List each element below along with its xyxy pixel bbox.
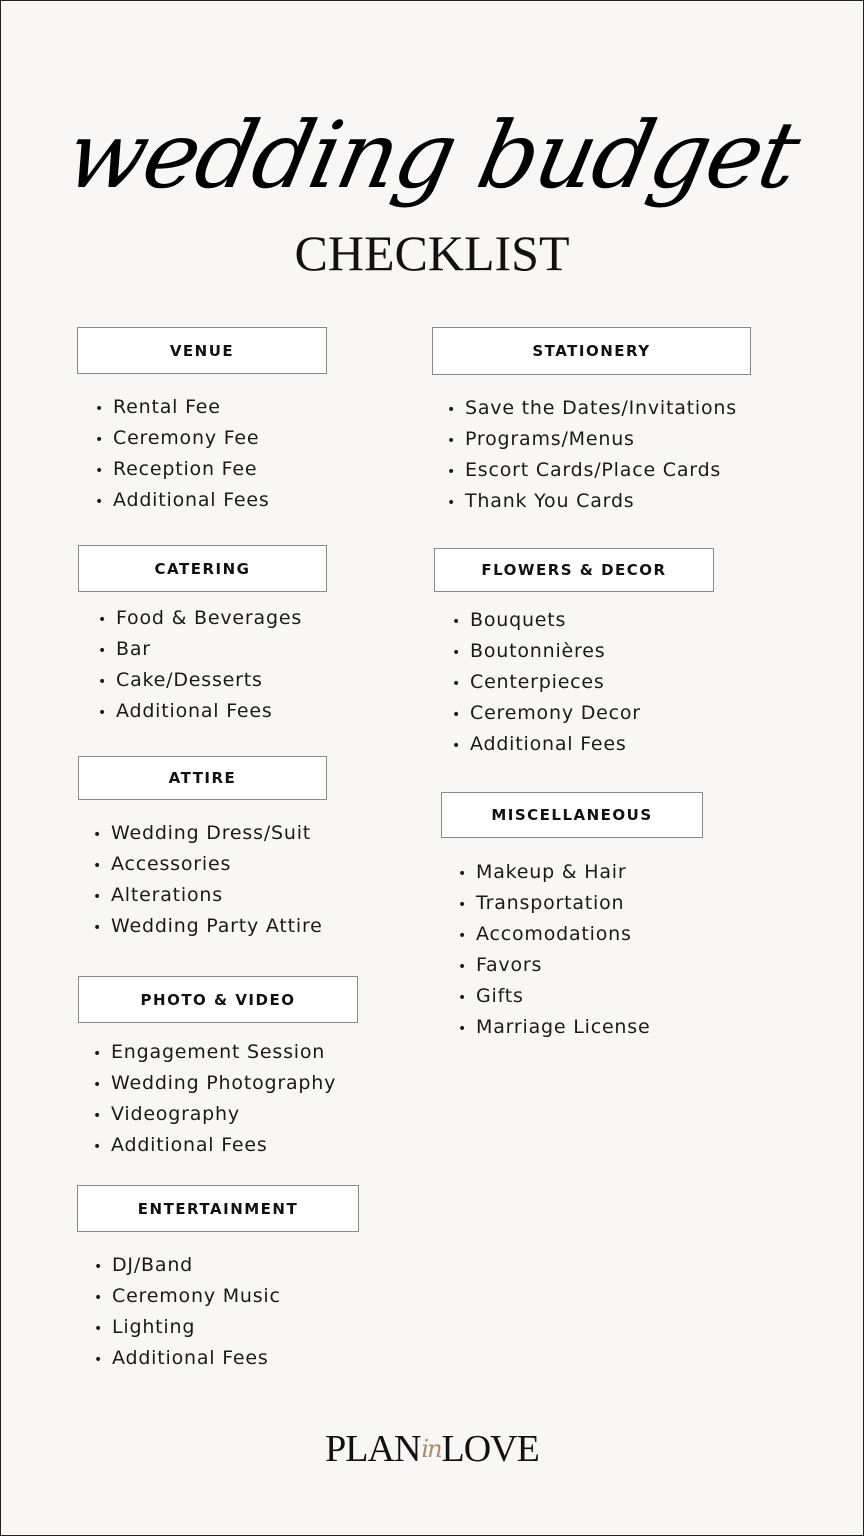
bullet-icon: •	[458, 990, 468, 1006]
bullet-icon: •	[452, 676, 462, 692]
list-entertainment	[94, 1250, 281, 1374]
list-item: • Wedding Dress/Suit	[93, 818, 323, 849]
list-item: • Ceremony Decor	[452, 698, 641, 729]
bullet-icon: •	[458, 866, 468, 882]
list-item: • Additional Fees	[93, 1130, 336, 1161]
bullet-icon: •	[93, 1139, 103, 1155]
list-item: • Programs/Menus	[447, 424, 737, 455]
bullet-icon: •	[452, 738, 462, 754]
bullet-icon: •	[447, 464, 457, 480]
list-item: • Marriage License	[458, 1012, 650, 1043]
list-item: • Gifts	[458, 981, 650, 1012]
list-item: • Additional Fees	[94, 1343, 281, 1374]
bullet-icon: •	[95, 494, 105, 510]
list-catering	[98, 603, 302, 727]
bullet-icon: •	[458, 897, 468, 913]
section-header-miscellaneous: MISCELLANEOUS	[441, 792, 703, 838]
list-item: • Bouquets	[452, 605, 641, 636]
brand-logo	[0, 1430, 864, 1468]
bullet-icon: •	[458, 959, 468, 975]
list-item: • Videography	[93, 1099, 336, 1130]
list-item: • Wedding Party Attire	[93, 911, 323, 942]
list-item: • Accomodations	[458, 919, 650, 950]
list-item: • Save the Dates/Invitations	[447, 393, 737, 424]
bullet-icon: •	[95, 432, 105, 448]
list-item: • Bar	[98, 634, 302, 665]
bullet-icon: •	[93, 889, 103, 905]
list-item: • Engagement Session	[93, 1037, 336, 1068]
list-miscellaneous	[458, 857, 650, 1043]
list-item: • Cake/Desserts	[98, 665, 302, 696]
bullet-icon: •	[93, 920, 103, 936]
list-item: • Thank You Cards	[447, 486, 737, 517]
section-header-entertainment: ENTERTAINMENT	[77, 1185, 359, 1232]
list-item: • Additional Fees	[452, 729, 641, 760]
list-item: • Reception Fee	[95, 454, 270, 485]
list-item: • Transportation	[458, 888, 650, 919]
list-item: • Additional Fees	[95, 485, 270, 516]
bullet-icon: •	[458, 928, 468, 944]
bullet-icon: •	[447, 495, 457, 511]
bullet-icon: •	[98, 643, 108, 659]
bullet-icon: •	[447, 402, 457, 418]
section-header-catering: CATERING	[78, 545, 327, 592]
list-item: • Favors	[458, 950, 650, 981]
list-item: • Rental Fee	[95, 392, 270, 423]
list-item: • Makeup & Hair	[458, 857, 650, 888]
bullet-icon: •	[98, 705, 108, 721]
section-header-stationery: STATIONERY	[432, 327, 751, 375]
title-script: wedding budget	[57, 102, 808, 209]
list-item: • Centerpieces	[452, 667, 641, 698]
section-header-attire: ATTIRE	[78, 756, 327, 800]
bullet-icon: •	[94, 1290, 104, 1306]
list-item: • Food & Beverages	[98, 603, 302, 634]
list-attire	[93, 818, 323, 942]
list-item: • Ceremony Music	[94, 1281, 281, 1312]
list-venue	[95, 392, 270, 516]
bullet-icon: •	[93, 858, 103, 874]
title-checklist: CHECKLIST	[294, 225, 570, 281]
bullet-icon: •	[95, 463, 105, 479]
bullet-icon: •	[94, 1259, 104, 1275]
list-item: • Accessories	[93, 849, 323, 880]
bullet-icon: •	[98, 612, 108, 628]
list-stationery	[447, 393, 737, 517]
list-item: • Boutonnières	[452, 636, 641, 667]
bullet-icon: •	[452, 645, 462, 661]
bullet-icon: •	[98, 674, 108, 690]
list-item: • Lighting	[94, 1312, 281, 1343]
bullet-icon: •	[93, 1077, 103, 1093]
bullet-icon: •	[452, 614, 462, 630]
bullet-icon: •	[452, 707, 462, 723]
list-flowers-decor	[452, 605, 641, 760]
list-item: • Ceremony Fee	[95, 423, 270, 454]
list-item: • Additional Fees	[98, 696, 302, 727]
bullet-icon: •	[94, 1352, 104, 1368]
bullet-icon: •	[93, 1046, 103, 1062]
list-photo-video	[93, 1037, 336, 1161]
section-header-venue: VENUE	[77, 327, 327, 374]
bullet-icon: •	[94, 1321, 104, 1337]
bullet-icon: •	[458, 1021, 468, 1037]
logo-right: LOVE	[441, 1428, 539, 1470]
bullet-icon: •	[93, 827, 103, 843]
bullet-icon: •	[95, 401, 105, 417]
logo-left: PLAN	[325, 1428, 421, 1470]
bullet-icon: •	[93, 1108, 103, 1124]
section-header-flowers-decor: FLOWERS & DECOR	[434, 548, 714, 592]
bullet-icon: •	[447, 433, 457, 449]
list-item: • Escort Cards/Place Cards	[447, 455, 737, 486]
logo-middle: in	[421, 1435, 441, 1463]
list-item: • DJ/Band	[94, 1250, 281, 1281]
section-header-photo-video: PHOTO & VIDEO	[78, 976, 358, 1023]
list-item: • Wedding Photography	[93, 1068, 336, 1099]
list-item: • Alterations	[93, 880, 323, 911]
